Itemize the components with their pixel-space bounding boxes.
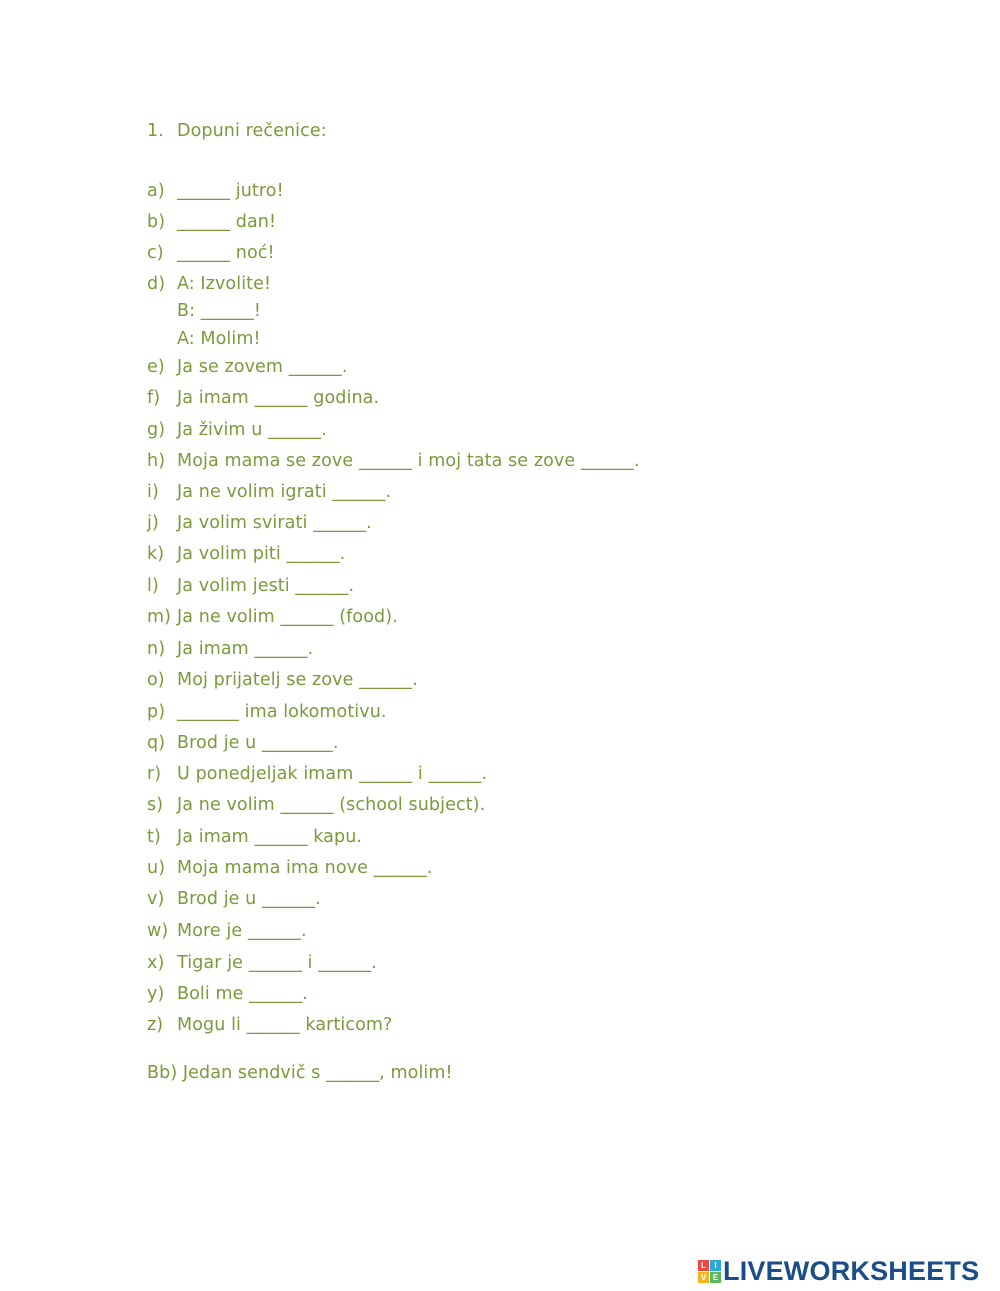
item-sentence: Tigar je ______ i ______.	[177, 953, 377, 973]
liveworksheets-logo	[698, 1254, 998, 1288]
item-sentence: More je ______.	[177, 921, 307, 941]
item-label: e)	[147, 357, 165, 377]
item-sentence: Moja mama se zove ______ i moj tata se zove ______.	[177, 451, 640, 471]
item-sentence: ______ dan!	[177, 212, 277, 232]
item-sentence: Ja volim piti ______.	[177, 544, 346, 564]
item-label: m)	[147, 607, 172, 627]
exercise-number: 1.	[147, 121, 164, 141]
item-label: v)	[147, 889, 165, 909]
logo-text: LIVEWORKSHEETS	[723, 1255, 980, 1286]
item-sentence: Ja ne volim igrati ______.	[177, 482, 392, 502]
item-label: b)	[147, 212, 166, 232]
exercise-instruction: Dopuni rečenice:	[177, 121, 327, 141]
item-sentence: Moj prijatelj se zove ______.	[177, 670, 418, 690]
item-sentence: Brod je u ______.	[177, 889, 321, 909]
item-label: c)	[147, 243, 164, 263]
item-label: f)	[147, 388, 161, 408]
logo-tiles-icon	[698, 1260, 721, 1283]
item-label: z)	[147, 1015, 164, 1035]
item-label: w)	[147, 921, 169, 941]
item-sentence: Ja imam ______ godina.	[177, 388, 380, 408]
item-label: p)	[147, 702, 166, 722]
item-label: o)	[147, 670, 165, 690]
item-sentence: Ja imam ______.	[177, 639, 314, 659]
item-sentence: Ja volim svirati ______.	[177, 513, 372, 533]
item-label: d)	[147, 274, 166, 294]
item-sentence: ______ jutro!	[177, 181, 284, 201]
item-sentence: B: ______!	[177, 301, 261, 321]
item-sentence: Boli me ______.	[177, 984, 308, 1004]
item-sentence: Moja mama ima nove ______.	[177, 858, 433, 878]
item-sentence: Brod je u ________.	[177, 733, 339, 753]
item-sentence: Ja ne volim ______ (school subject).	[177, 795, 486, 815]
item-sentence: ______ noć!	[177, 243, 275, 263]
item-label: l)	[147, 576, 159, 596]
item-label: q)	[147, 733, 166, 753]
item-sentence: A: Molim!	[177, 329, 261, 349]
item-sentence: Ja živim u ______.	[177, 420, 327, 440]
item-sentence: Ja se zovem ______.	[177, 357, 348, 377]
logo-tile: E	[710, 1272, 721, 1283]
item-label: i)	[147, 482, 159, 502]
item-sentence: Ja volim jesti ______.	[177, 576, 355, 596]
logo-tile: L	[698, 1260, 709, 1271]
item-label: x)	[147, 953, 165, 973]
item-sentence: Ja imam ______ kapu.	[177, 827, 363, 847]
item-label: n)	[147, 639, 166, 659]
item-sentence: U ponedjeljak imam ______ i ______.	[177, 764, 488, 784]
item-label: g)	[147, 420, 166, 440]
item-sentence: A: Izvolite!	[177, 274, 272, 294]
extra-sentence: Bb) Jedan sendvič s ______, molim!	[147, 1063, 453, 1083]
item-label: r)	[147, 764, 162, 784]
item-sentence: _______ ima lokomotivu.	[177, 702, 387, 722]
item-label: k)	[147, 544, 165, 564]
item-label: s)	[147, 795, 164, 815]
item-label: y)	[147, 984, 165, 1004]
item-label: a)	[147, 181, 165, 201]
item-label: t)	[147, 827, 161, 847]
logo-tile: I	[710, 1260, 721, 1271]
item-label: j)	[147, 513, 159, 533]
item-label: h)	[147, 451, 166, 471]
logo-tile: V	[698, 1272, 709, 1283]
item-sentence: Ja ne volim ______ (food).	[177, 607, 398, 627]
item-label: u)	[147, 858, 166, 878]
item-sentence: Mogu li ______ karticom?	[177, 1015, 393, 1035]
